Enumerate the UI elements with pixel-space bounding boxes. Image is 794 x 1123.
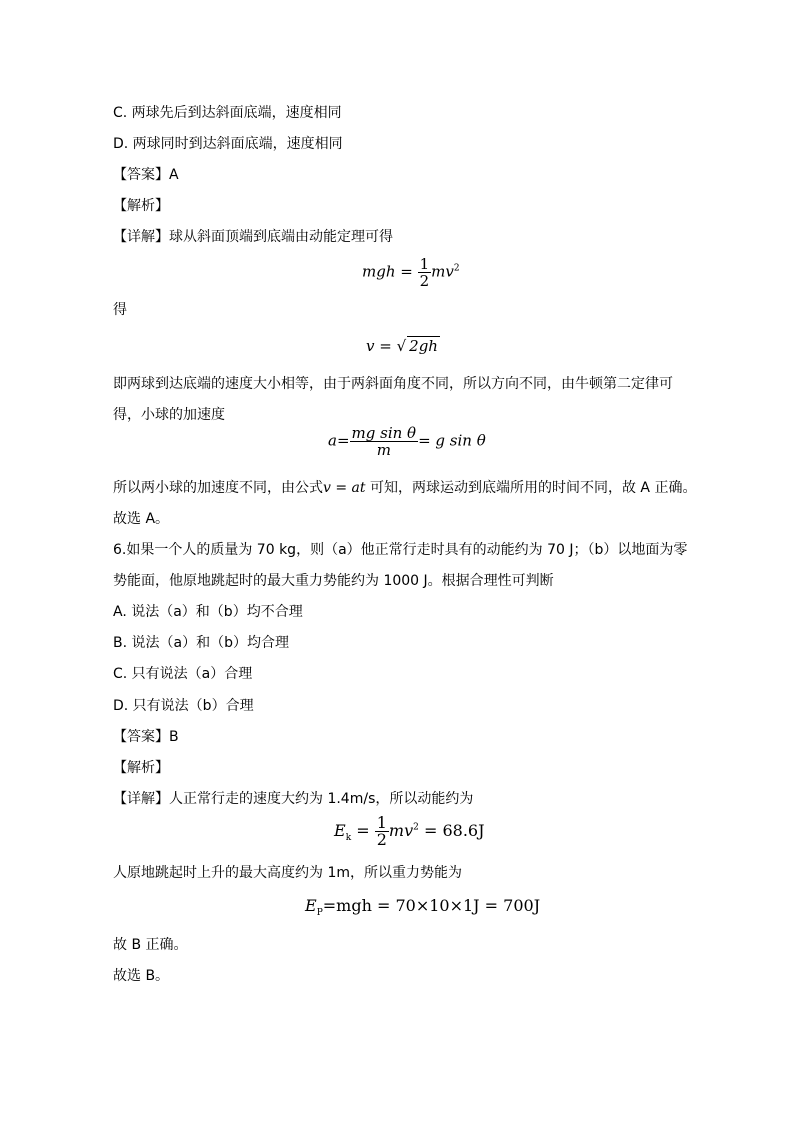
formula-left: mgh [362, 262, 396, 281]
paragraph-1a: 即两球到达底端的速度大小相等，由于两斜面角度不同，所以方向不同，由牛顿第二定律可 [113, 376, 673, 392]
paragraph-2-after: 可知，两球运动到底端所用的时间不同，故 A 正确。 [369, 480, 697, 496]
question-6-line2: 势能面，他原地跳起时的最大重力势能约为 1000 J。根据合理性可判断 [113, 573, 554, 589]
option-d: D. 两球同时到达斜面底端，速度相同 [113, 136, 343, 152]
formula-equals: = [351, 821, 375, 840]
formula-sub: P [316, 908, 323, 919]
formula-sub: k [345, 833, 352, 844]
paragraph-1b: 得，小球的加速度 [113, 407, 225, 423]
answer-label: 【答案】B [113, 729, 179, 745]
detail-text: 【详解】球从斜面顶端到底端由动能定理可得 [113, 229, 393, 245]
correct-b: 故 B 正确。 [113, 937, 188, 953]
paragraph-2 [113, 478, 696, 498]
option-d: D. 只有说法（b）合理 [113, 698, 254, 714]
formula-potential [305, 896, 540, 918]
formula-left: a [328, 431, 337, 450]
choose-a: 故选 A。 [113, 511, 170, 527]
paragraph-3: 人原地跳起时上升的最大高度约为 1m，所以重力势能为 [113, 865, 462, 881]
formula-result: = 68.6J [418, 821, 485, 840]
formula-exponent: 2 [413, 822, 419, 833]
fraction-half [418, 256, 432, 289]
fraction-den: 2 [419, 272, 430, 290]
paragraph-2-before: 所以两小球的加速度不同，由公式 [113, 480, 323, 496]
formula-e: E [305, 896, 317, 915]
answer-label: 【答案】A [113, 167, 179, 183]
fraction-half [375, 815, 389, 848]
fraction-num: 1 [419, 255, 430, 273]
sqrt-radicand: 2gh [409, 337, 438, 355]
formula-velocity [366, 336, 440, 355]
fraction-num: 1 [376, 813, 387, 832]
formula-exponent: 2 [453, 263, 460, 274]
analysis-label: 【解析】 [113, 760, 169, 776]
analysis-label: 【解析】 [113, 198, 169, 214]
detail-text: 【详解】人正常行走的速度大约为 1.4m/s，所以动能约为 [113, 791, 474, 807]
de-text: 得 [113, 302, 127, 318]
formula-acceleration [328, 425, 486, 458]
formula-equals: = [395, 262, 418, 281]
formula-right: = g sin θ [418, 431, 486, 450]
formula-equals: = [336, 431, 350, 450]
fraction-num: mg sin θ [351, 424, 417, 442]
sqrt-icon: √ [396, 337, 407, 355]
choose-b: 故选 B。 [113, 968, 170, 984]
fraction [350, 425, 419, 458]
option-c: C. 只有说法（a）合理 [113, 666, 253, 682]
option-a: A. 说法（a）和（b）均不合理 [113, 604, 303, 620]
question-6-line1: 6.如果一个人的质量为 70 kg，则（a）他正常行走时具有的动能约为 70 J；（b）以地面为零 [113, 542, 688, 558]
option-b: B. 说法（a）和（b）均合理 [113, 635, 289, 651]
formula-kinetic [334, 815, 485, 848]
formula-equals: = [374, 337, 397, 355]
formula-rest: =mgh = 70×10×1J = 700J [322, 896, 541, 915]
formula-mv: mv [388, 821, 414, 840]
option-c: C. 两球先后到达斜面底端，速度相同 [113, 105, 342, 121]
formula-left: v [366, 337, 375, 355]
formula-e: E [334, 821, 346, 840]
inline-formula: v = at [323, 480, 366, 496]
fraction-den: 2 [376, 830, 387, 849]
fraction-den: m [376, 441, 391, 459]
formula-energy [362, 256, 460, 289]
formula-right: mv [431, 262, 454, 281]
